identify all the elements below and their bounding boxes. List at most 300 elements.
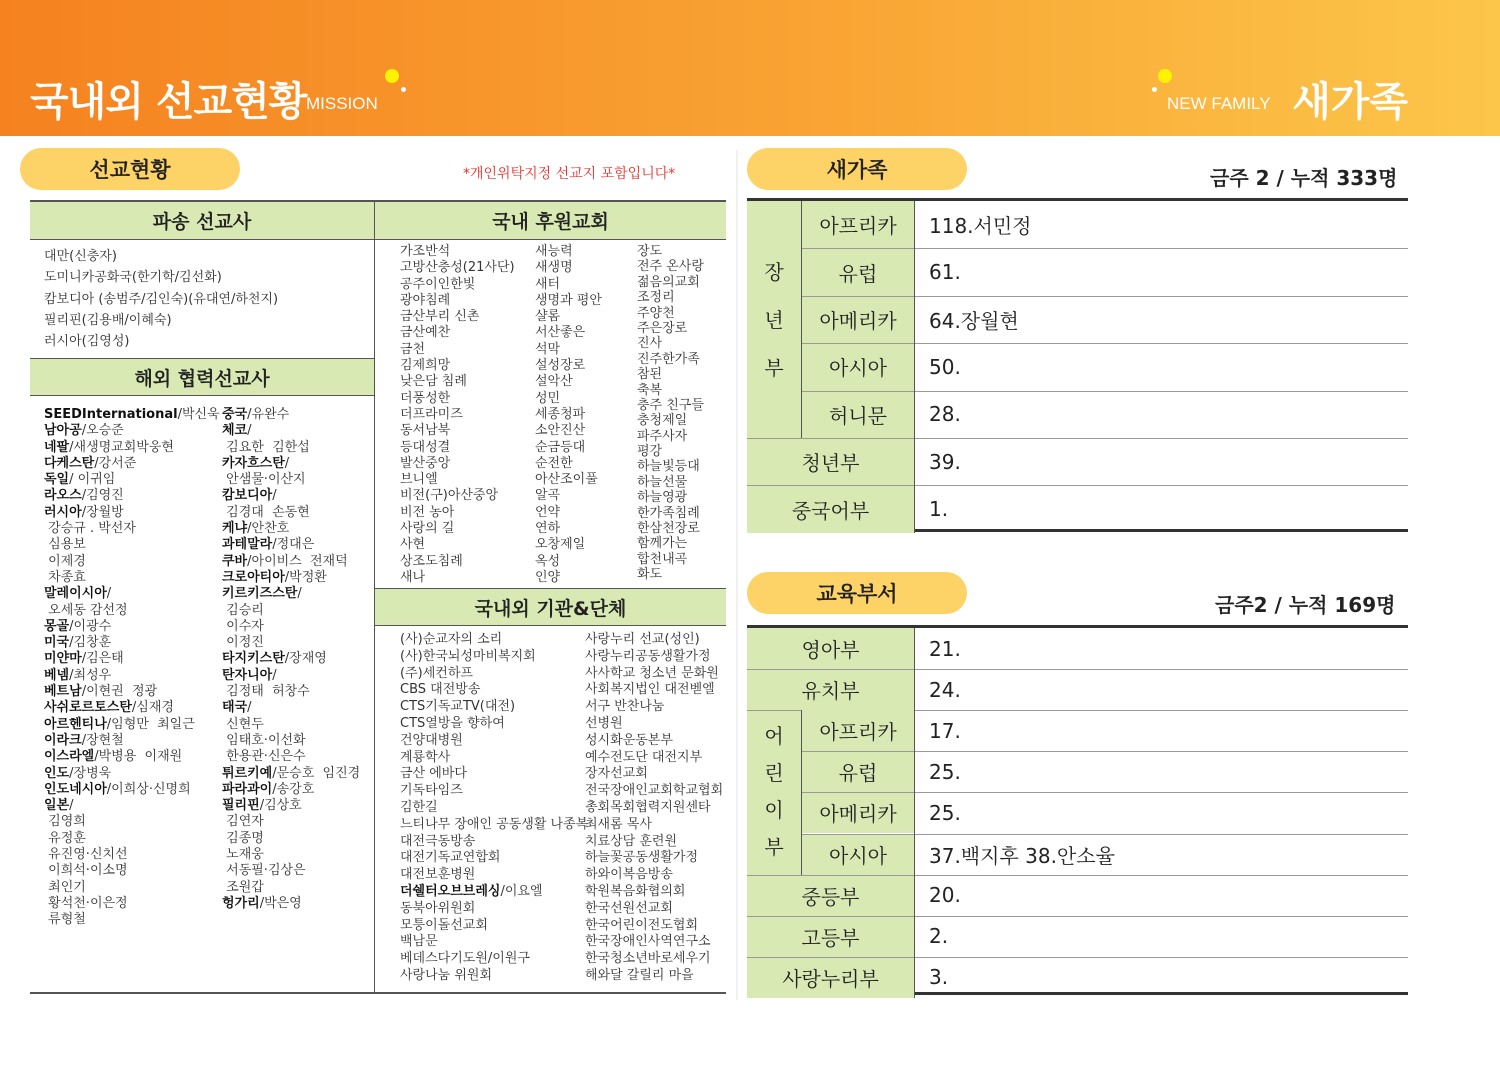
list-item bbox=[222, 782, 360, 798]
item-text: 백남문 bbox=[400, 934, 438, 950]
item-text: /박정환 bbox=[284, 569, 327, 585]
item-text: CTS기독교TV(대전) bbox=[400, 699, 516, 715]
youth-group-label: 장 년 부 bbox=[764, 259, 784, 380]
item-text: / bbox=[106, 586, 112, 602]
item-text: 이정진 bbox=[222, 635, 264, 651]
item-country: 태국 bbox=[222, 700, 248, 716]
list-item: 하늘선물 bbox=[637, 474, 688, 490]
item-country: 베넴 bbox=[44, 667, 70, 683]
item-country: 쿠바 bbox=[222, 553, 248, 569]
list-item: 사랑의 길 bbox=[400, 521, 455, 537]
list-item bbox=[44, 619, 220, 635]
list-item bbox=[222, 554, 360, 570]
item-text: (사)한국뇌성마비복지회 bbox=[400, 648, 536, 664]
item-text: 느티나무 장애인 공동생활 나종복 bbox=[400, 816, 589, 832]
list-item: 순전한 bbox=[535, 455, 573, 471]
list-item bbox=[222, 668, 360, 684]
list-item bbox=[222, 717, 360, 733]
list-item bbox=[222, 749, 360, 765]
list-item: 브니엘 bbox=[400, 472, 438, 488]
list-item bbox=[222, 847, 360, 863]
list-item bbox=[44, 521, 220, 537]
education-table bbox=[747, 625, 1408, 995]
list-item bbox=[222, 700, 360, 716]
item-country: 크로아티아 bbox=[222, 569, 285, 585]
newfamily-pill: 새가족 bbox=[747, 148, 967, 190]
list-item: 한삼천장로 bbox=[637, 521, 700, 537]
list-item bbox=[44, 586, 220, 602]
list-item: 옥성 bbox=[535, 553, 561, 569]
child-row-name: 아메리카 bbox=[802, 792, 914, 833]
list-item bbox=[222, 651, 360, 667]
list-item: 새생명 bbox=[535, 260, 573, 276]
item-text: 김요한 김한섭 bbox=[222, 439, 310, 455]
list-item bbox=[400, 699, 588, 716]
list-item: 사랑누리공동생활가정 bbox=[585, 648, 711, 664]
item-text: 김영희 bbox=[44, 814, 86, 830]
list-item bbox=[44, 798, 220, 814]
list-item bbox=[222, 488, 360, 504]
list-item bbox=[44, 717, 220, 733]
list-item bbox=[222, 472, 360, 488]
item-country: 미얀마 bbox=[44, 651, 82, 667]
list-item: 설악산 bbox=[535, 374, 573, 390]
list-item: 필리핀(김용배/이혜숙) bbox=[44, 312, 172, 328]
list-item bbox=[400, 850, 588, 867]
item-text: /이요엘 bbox=[500, 883, 543, 899]
org-list-1 bbox=[400, 632, 588, 985]
item-country: 남아공 bbox=[44, 423, 82, 439]
item-country: 과테말라 bbox=[222, 537, 273, 553]
item-text: (사)순교자의 소리 bbox=[400, 632, 503, 647]
list-item: 한국선원선교회 bbox=[585, 900, 673, 916]
list-item bbox=[44, 668, 220, 684]
row-divider bbox=[802, 834, 1408, 835]
item-text: / bbox=[247, 700, 252, 716]
item-country: 다케스탄 bbox=[44, 455, 95, 471]
list-item bbox=[222, 586, 360, 602]
youth-row-value: 50. bbox=[929, 354, 961, 379]
item-country: 파라과이 bbox=[222, 781, 273, 797]
org-list-2 bbox=[585, 632, 723, 985]
list-item: 발산중앙 bbox=[400, 455, 451, 471]
item-country: 헝가리 bbox=[222, 895, 260, 911]
list-item bbox=[400, 968, 588, 985]
item-text: 사랑나눔 위원회 bbox=[400, 967, 493, 983]
list-item bbox=[44, 407, 220, 423]
item-country: 베트남 bbox=[44, 684, 82, 700]
list-item bbox=[400, 800, 588, 817]
col-divider bbox=[801, 710, 802, 874]
item-text: /김상호 bbox=[259, 798, 302, 814]
item-text: 차종효 bbox=[44, 569, 86, 585]
list-item bbox=[44, 505, 220, 521]
list-item: 금천 bbox=[400, 341, 426, 357]
list-item: 장자선교회 bbox=[585, 766, 648, 782]
list-item: 주양천 bbox=[637, 305, 675, 321]
list-item: 캄보디아 (송범주/김인숙)(유대연/하천지) bbox=[44, 291, 279, 307]
item-text: 조원갑 bbox=[222, 879, 264, 895]
row-divider bbox=[802, 296, 1408, 297]
list-item: 젊음의교회 bbox=[637, 274, 700, 290]
item-country: 카자흐스탄 bbox=[222, 455, 285, 471]
list-item: 장도 bbox=[637, 244, 663, 259]
mission-table bbox=[30, 200, 726, 994]
edu-row-name: 유치부 bbox=[747, 669, 914, 710]
item-text: /임형만 최일근 bbox=[106, 716, 195, 732]
list-item: 평강 bbox=[637, 444, 663, 460]
list-item: 샬롬 bbox=[535, 309, 561, 325]
domestic-list-2 bbox=[535, 244, 602, 586]
list-item: 해와달 갈릴리 마을 bbox=[585, 967, 694, 983]
row-divider bbox=[747, 669, 1408, 670]
item-text: /박신욱 bbox=[177, 407, 220, 422]
item-country: 튀르키예 bbox=[222, 765, 273, 781]
list-item: 공주이인한빛 bbox=[400, 276, 476, 292]
list-item bbox=[44, 733, 220, 749]
youth-row-name: 아프리카 bbox=[802, 201, 914, 248]
item-text: 오세동 감선정 bbox=[44, 602, 128, 618]
item-text: 류형철 bbox=[44, 912, 86, 928]
item-country: 몽골 bbox=[44, 618, 70, 634]
list-item bbox=[44, 635, 220, 651]
item-text: /장월방 bbox=[81, 504, 124, 520]
item-country: 인도 bbox=[44, 765, 70, 781]
edu-row-value: 2. bbox=[929, 924, 949, 949]
list-item bbox=[400, 682, 588, 699]
row-divider bbox=[747, 916, 1408, 917]
list-item: 한국청소년바로세우기 bbox=[585, 951, 711, 967]
edu-row-name: 영아부 bbox=[747, 628, 914, 669]
item-country: 인도네시아 bbox=[44, 781, 107, 797]
list-item: 주은장로 bbox=[637, 320, 688, 336]
list-item: 성시화운동본부 bbox=[585, 732, 673, 748]
item-text: 김승리 bbox=[222, 602, 264, 618]
list-item: 치료상담 훈련원 bbox=[585, 833, 678, 849]
youth-row-name: 아메리카 bbox=[802, 296, 914, 343]
header-title-left: 국내외 선교현황 bbox=[30, 79, 307, 125]
list-item: 하늘빛등대 bbox=[637, 459, 700, 475]
child-row-name: 유럽 bbox=[802, 751, 914, 792]
list-item bbox=[400, 817, 588, 834]
list-item bbox=[44, 814, 220, 830]
list-item: 충주 친구들 bbox=[637, 397, 704, 413]
overseas-list-2 bbox=[222, 407, 360, 912]
item-text: /문승호 임진경 bbox=[272, 765, 361, 781]
list-item: 사랑누리 선교(성인) bbox=[585, 632, 700, 647]
item-text: 베데스다기도원/이원구 bbox=[400, 951, 530, 967]
col-divider bbox=[914, 201, 915, 533]
item-country: 필리핀 bbox=[222, 798, 260, 814]
dept-row-name: 중국어부 bbox=[747, 485, 914, 532]
list-item bbox=[400, 649, 588, 666]
list-item: 참된 bbox=[637, 367, 663, 383]
item-country: 사쉬로르토스탄 bbox=[44, 700, 132, 716]
list-item: 금산부리 신촌 bbox=[400, 309, 480, 325]
item-text: 이희석·이소명 bbox=[44, 863, 128, 879]
list-item: 전국장애인교회학교협회 bbox=[585, 783, 724, 799]
row-divider bbox=[802, 751, 1408, 752]
list-item: 사회복지법인 대전벧엘 bbox=[585, 682, 715, 698]
list-item bbox=[222, 603, 360, 619]
list-item: 아산조이풀 bbox=[535, 472, 598, 488]
item-text: /장재영 bbox=[284, 651, 327, 667]
list-item bbox=[222, 684, 360, 700]
list-item: 오창제일 bbox=[535, 537, 586, 553]
list-item: 서산좋은 bbox=[535, 325, 586, 341]
list-item bbox=[44, 684, 220, 700]
list-item bbox=[222, 635, 360, 651]
youth-row-name: 유럽 bbox=[802, 248, 914, 295]
list-item bbox=[44, 472, 220, 488]
item-text: /강서준 bbox=[94, 455, 137, 471]
item-text: 대전보훈병원 bbox=[400, 867, 476, 883]
item-country: 말레이시아 bbox=[44, 586, 107, 602]
list-item bbox=[222, 863, 360, 879]
edu-row-value: 3. bbox=[929, 965, 949, 990]
item-text: /이희상·신명희 bbox=[106, 781, 191, 797]
list-item: 합천내곡 bbox=[637, 551, 688, 567]
list-item: 한국장애인사역연구소 bbox=[585, 934, 711, 950]
list-item bbox=[222, 814, 360, 830]
list-item: 등대성결 bbox=[400, 439, 451, 455]
item-text: 김종명 bbox=[222, 830, 264, 846]
list-item: 총회목회협력지원센타 bbox=[585, 799, 711, 815]
list-item: 생명과 평안 bbox=[535, 292, 602, 308]
list-item bbox=[400, 867, 588, 884]
list-item bbox=[400, 934, 588, 951]
edu-row-value: 21. bbox=[929, 636, 961, 661]
item-text: / bbox=[272, 667, 277, 683]
item-text: /장병욱 bbox=[69, 765, 112, 781]
list-item: 선병원 bbox=[585, 715, 623, 731]
list-item bbox=[222, 880, 360, 896]
youth-row-name: 허니문 bbox=[802, 391, 914, 438]
list-item: 설성장로 bbox=[535, 358, 586, 374]
item-country: 키르키즈스탄 bbox=[222, 586, 298, 602]
row-divider bbox=[802, 343, 1408, 344]
sent-header: 파송 선교사 bbox=[30, 202, 374, 240]
list-item bbox=[44, 880, 220, 896]
item-text: 김경대 손동현 bbox=[222, 504, 310, 520]
list-item bbox=[44, 440, 220, 456]
list-item bbox=[44, 863, 220, 879]
item-text: 노재웅 bbox=[222, 847, 264, 863]
item-text: 기독타임즈 bbox=[400, 783, 463, 799]
item-country: 이스라엘 bbox=[44, 749, 95, 765]
list-item: 광야침례 bbox=[400, 292, 451, 308]
item-text: /오승준 bbox=[81, 423, 124, 439]
list-item bbox=[400, 666, 588, 683]
item-text: 임태호·이선화 bbox=[222, 732, 306, 748]
list-item bbox=[44, 896, 220, 912]
list-item: 세종청파 bbox=[535, 406, 586, 422]
list-item bbox=[400, 951, 588, 968]
decor-dot-icon bbox=[1158, 69, 1172, 83]
decor-dot-icon bbox=[385, 69, 399, 83]
list-item: 더프라미즈 bbox=[400, 406, 463, 422]
list-item bbox=[44, 554, 220, 570]
list-item: 한가족침례 bbox=[637, 505, 700, 521]
list-item bbox=[222, 831, 360, 847]
item-text: 최인기 bbox=[44, 879, 86, 895]
list-item: 파주사자 bbox=[637, 428, 688, 444]
header-title-right: 새가족 bbox=[1292, 79, 1408, 125]
list-item: 동서남북 bbox=[400, 423, 451, 439]
list-item bbox=[222, 733, 360, 749]
list-item: 인양 bbox=[535, 569, 561, 585]
dept-row-name: 청년부 bbox=[747, 438, 914, 485]
list-item bbox=[44, 749, 220, 765]
item-country: 러시아 bbox=[44, 504, 82, 520]
item-country: 미국 bbox=[44, 635, 70, 651]
list-item: 진사 bbox=[637, 336, 663, 352]
list-item bbox=[222, 407, 360, 423]
item-text: 김정태 허창수 bbox=[222, 684, 310, 700]
list-item bbox=[400, 834, 588, 851]
list-item: 화도 bbox=[637, 567, 663, 583]
dept-row-value: 1. bbox=[929, 497, 949, 522]
list-item bbox=[400, 884, 588, 901]
item-country: 탄자니아 bbox=[222, 667, 273, 683]
list-item bbox=[222, 896, 360, 912]
item-text: /김은태 bbox=[81, 651, 124, 667]
mission-pill: 선교현황 bbox=[20, 148, 240, 190]
list-item bbox=[222, 570, 360, 586]
mission-note: *개인위탁지정 선교지 포함입니다* bbox=[463, 166, 676, 182]
item-text: 유정훈 bbox=[44, 830, 86, 846]
org-header: 국내외 기관&단체 bbox=[375, 588, 726, 626]
list-item bbox=[222, 766, 360, 782]
item-text: / bbox=[284, 455, 290, 471]
item-country: 일본 bbox=[44, 798, 70, 814]
item-text: 안샘물·이산지 bbox=[222, 472, 306, 488]
list-item: 언약 bbox=[535, 504, 561, 520]
list-item: 가조반석 bbox=[400, 244, 451, 259]
item-text: / 이귀임 bbox=[69, 472, 116, 488]
list-item bbox=[222, 440, 360, 456]
list-item bbox=[44, 700, 220, 716]
item-text: 금산 에바다 bbox=[400, 766, 467, 782]
list-item: 비전(구)아산중앙 bbox=[400, 488, 499, 504]
item-country: 더쉘터오브브레싱 bbox=[400, 883, 501, 899]
sent-list bbox=[44, 246, 278, 352]
list-item: 하늘영광 bbox=[637, 490, 688, 506]
youth-row-value: 61. bbox=[929, 260, 961, 285]
list-item bbox=[222, 619, 360, 635]
child-row-value: 17. bbox=[929, 718, 961, 743]
list-item: 서구 반찬나눔 bbox=[585, 699, 665, 715]
item-text: /아이비스 전재덕 bbox=[247, 553, 348, 569]
list-item: 성민 bbox=[535, 390, 561, 406]
youth-row-value: 64.장월현 bbox=[929, 308, 1019, 333]
list-item bbox=[400, 901, 588, 918]
decor-dot-icon bbox=[401, 87, 406, 92]
item-text: /이현권 정광 bbox=[81, 684, 158, 700]
item-country: 아르헨티나 bbox=[44, 716, 107, 732]
row-divider bbox=[747, 875, 1408, 876]
page-header bbox=[0, 0, 1500, 136]
row-divider bbox=[747, 485, 1408, 486]
list-item bbox=[44, 423, 220, 439]
item-country: 캄보디아 bbox=[222, 488, 273, 504]
child-row-value: 25. bbox=[929, 800, 961, 825]
row-divider bbox=[802, 792, 1408, 793]
list-item: 충청제일 bbox=[637, 413, 688, 429]
list-item: 낮은담 침례 bbox=[400, 374, 467, 390]
item-country: 체코 bbox=[222, 423, 248, 439]
list-item: 연하 bbox=[535, 521, 561, 537]
item-text: /송강호 bbox=[272, 781, 315, 797]
item-text: /유완수 bbox=[247, 407, 290, 422]
dept-row-value: 39. bbox=[929, 449, 961, 474]
list-item: 석막 bbox=[535, 341, 561, 357]
list-item: 상조도침례 bbox=[400, 553, 463, 569]
list-item: 함께가는 bbox=[637, 536, 688, 552]
edu-row-name: 고등부 bbox=[747, 916, 914, 957]
item-text: 대전극동방송 bbox=[400, 833, 476, 849]
list-item bbox=[44, 847, 220, 863]
youth-row-value: 28. bbox=[929, 402, 961, 427]
list-item: 하와이복음방송 bbox=[585, 867, 673, 883]
list-item: 조정리 bbox=[637, 290, 675, 306]
newfamily-count: 금주 2 / 누적 333명 bbox=[1210, 166, 1398, 190]
list-item bbox=[222, 798, 360, 814]
item-text: 황석천·이은정 bbox=[44, 895, 128, 911]
edu-row-value: 24. bbox=[929, 677, 961, 702]
edu-row-name: 중등부 bbox=[747, 875, 914, 916]
item-text: /최성우 bbox=[69, 667, 112, 683]
list-item bbox=[400, 783, 588, 800]
youth-row-name: 아시아 bbox=[802, 343, 914, 390]
list-item: 김제희망 bbox=[400, 358, 451, 374]
row-divider bbox=[747, 957, 1408, 958]
list-item bbox=[44, 488, 220, 504]
list-item: 금산예찬 bbox=[400, 325, 451, 341]
col-divider bbox=[801, 201, 802, 438]
list-item bbox=[44, 831, 220, 847]
item-country: 라오스 bbox=[44, 488, 82, 504]
list-item bbox=[400, 918, 588, 935]
column-divider bbox=[736, 150, 738, 1000]
item-text: 모퉁이돌선교회 bbox=[400, 917, 488, 933]
edu-row-value: 20. bbox=[929, 883, 961, 908]
list-item bbox=[222, 521, 360, 537]
header-subtitle-left: MISSION bbox=[306, 94, 378, 113]
list-item bbox=[44, 651, 220, 667]
item-text: 신현두 bbox=[222, 716, 264, 732]
list-item bbox=[400, 716, 588, 733]
list-item: 고방산충성(21사단) bbox=[400, 260, 515, 276]
item-text: /김영진 bbox=[81, 488, 124, 504]
item-country: 중국 bbox=[222, 407, 248, 422]
education-count: 금주2 / 누적 169명 bbox=[1215, 593, 1396, 617]
list-item: 비전 농아 bbox=[400, 504, 455, 520]
item-text: /박병용 이재원 bbox=[94, 749, 183, 765]
item-text: 건양대병원 bbox=[400, 732, 463, 748]
item-text: /장현철 bbox=[81, 732, 124, 748]
youth-row-value: 118.서민정 bbox=[929, 214, 1032, 239]
list-item: 최새롬 목사 bbox=[585, 816, 652, 832]
list-item: 소안진산 bbox=[535, 423, 586, 439]
list-item: 하늘꽃공동생활가정 bbox=[585, 850, 699, 866]
list-item: 알곡 bbox=[535, 488, 561, 504]
domestic-list-1 bbox=[400, 244, 515, 586]
list-item bbox=[44, 603, 220, 619]
overseas-list-1 bbox=[44, 407, 220, 929]
item-country: 네팔 bbox=[44, 439, 70, 455]
list-item: 새터 bbox=[535, 276, 561, 292]
